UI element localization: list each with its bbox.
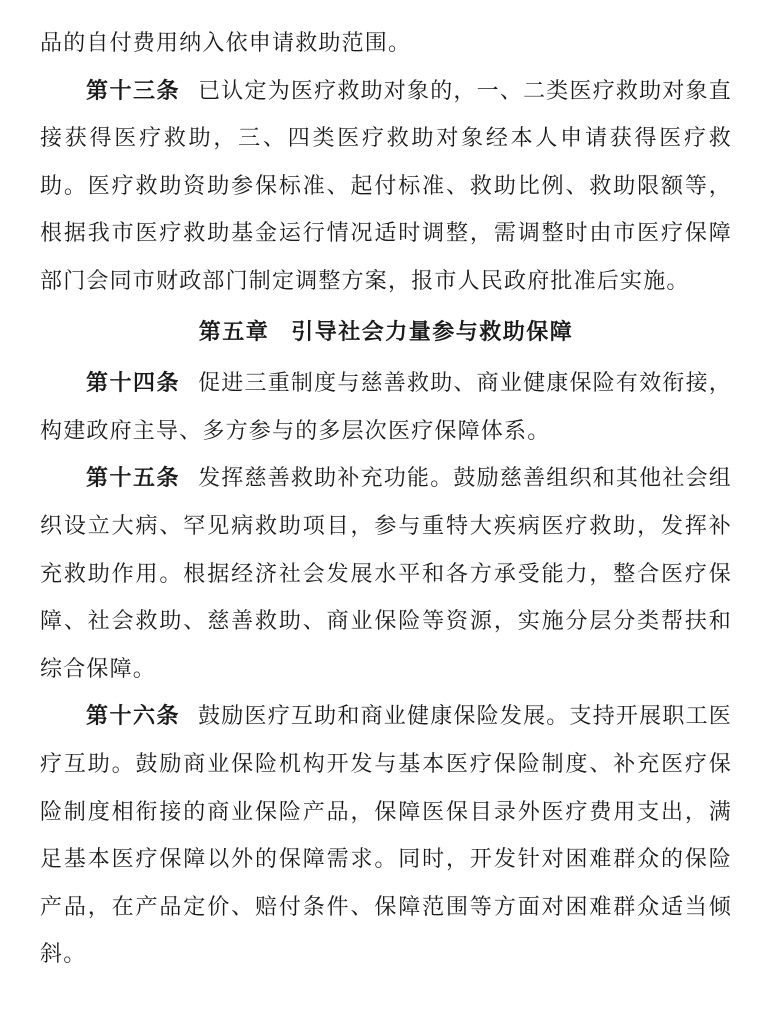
- article-label: 第十三条: [86, 78, 181, 104]
- article-text: 鼓励医疗互助和商业健康保险发展。支持开展职工医疗互助。鼓励商业保险机构开发与基本医疗保险制度、补充医疗保险制度相衔接的商业保险产品，保障医保目录外医疗费用支出，满足基本医疗保障以外的保障需求。同时，开发针对困难群众的保险产品，在产品定价、赔付条件、保障范围等方面对困难群众适当倾斜。: [40, 704, 732, 968]
- article-label: 第十四条: [86, 371, 181, 397]
- article-14: [40, 360, 732, 455]
- continued-paragraph: 品的自付费用纳入依申请救助范围。: [40, 31, 412, 56]
- article-label: 第十六条: [86, 704, 181, 730]
- document-page: [40, 20, 732, 979]
- article-13: [40, 68, 732, 306]
- chapter-heading: [40, 306, 732, 361]
- article-15: [40, 455, 732, 693]
- article-text: 已认定为医疗救助对象的，一、二类医疗救助对象直接获得医疗救助，三、四类医疗救助对象经本人申请获得医疗救助。医疗救助资助参保标准、起付标准、救助比例、救助限额等，根据我市医疗救助基金运行情况适时调整，需调整时由市医疗保障部门会同市财政部门制定调整方案，报市人民政府批准后实施。: [40, 78, 732, 294]
- article-text: 促进三重制度与慈善救助、商业健康保险有效衔接，构建政府主导、多方参与的多层次医疗保障体系。: [40, 371, 732, 444]
- chapter-title: 引导社会力量参与救助保障: [291, 319, 574, 345]
- chapter-number: 第五章: [198, 319, 270, 345]
- article-text: 发挥慈善救助补充功能。鼓励慈善组织和其他社会组织设立大病、罕见病救助项目，参与重特大疾病医疗救助，发挥补充救助作用。根据经济社会发展水平和各方承受能力，整合医疗保障、社会救助、慈善救助、商业保险等资源，实施分层分类帮扶和综合保障。: [40, 466, 732, 682]
- article-label: 第十五条: [86, 466, 181, 492]
- article-16: [40, 693, 732, 979]
